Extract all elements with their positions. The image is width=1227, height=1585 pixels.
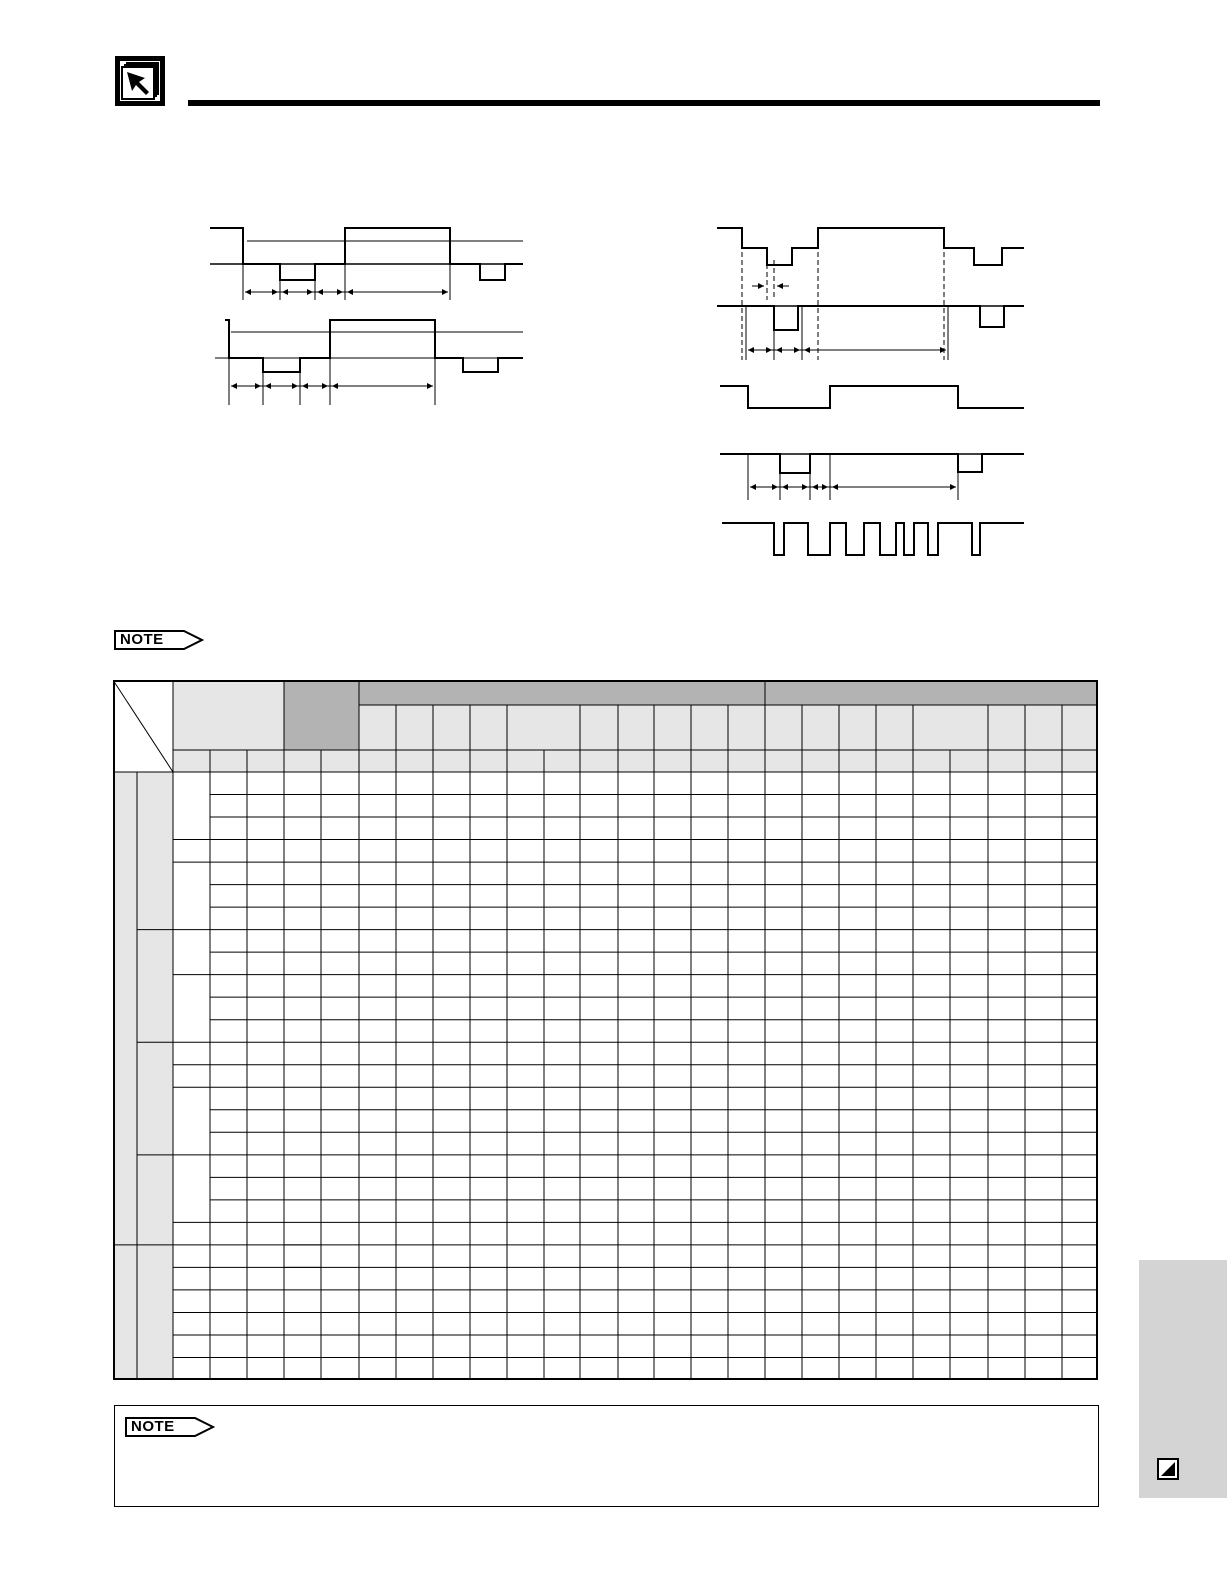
note-label: NOTE [120,631,164,648]
side-tab [1139,1260,1227,1498]
timing-diagram-left [205,220,535,410]
document-arrow-icon [114,55,166,107]
header-rule [188,100,1100,106]
note-badge [125,1417,215,1437]
timing-table [113,680,1103,1385]
note-label: NOTE [131,1418,175,1435]
section-icon [1157,1458,1179,1480]
note-box [114,1405,1099,1507]
timing-diagram-right [712,220,1032,565]
note-badge [114,630,204,650]
